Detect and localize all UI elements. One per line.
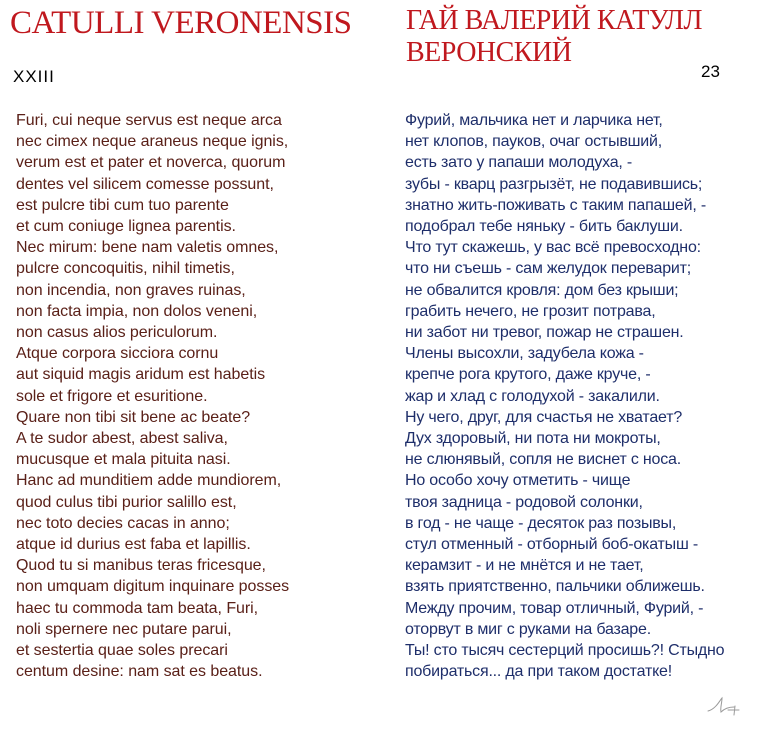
russian-poem-number: 23 [701, 62, 720, 81]
russian-poem-line: Ты! сто тысяч сестерций просишь?! Стыдно [405, 642, 725, 660]
latin-poem-line: non casus alios periculorum. [16, 324, 218, 342]
latin-poem-line: verum est et pater et noverca, quorum [16, 154, 286, 172]
russian-poem-line: крепче рога крутого, даже круче, - [405, 366, 651, 384]
russian-poem-line: зубы - кварц разгрызёт, не подавившись; [405, 175, 703, 193]
latin-poem-line: Hanc ad munditiem adde mundiorem, [16, 472, 282, 490]
latin-poem-line: pulcre concoquitis, nihil timetis, [16, 260, 235, 278]
russian-title-line-2: ВЕРОНСКИЙ [406, 37, 572, 68]
russian-poem-line: нет клопов, пауков, очаг остывший, [405, 133, 663, 151]
latin-poem-numeral: XXIII [13, 67, 55, 86]
signature-mark [704, 694, 750, 716]
russian-poem-line: Дух здоровый, ни пота ни мокроты, [405, 430, 661, 448]
latin-poem-line: noli spernere nec putare parui, [16, 620, 232, 638]
russian-poem-line: грабить нечего, не грозит потрава, [405, 302, 656, 320]
latin-poem-line: Nec mirum: bene nam valetis omnes, [16, 239, 279, 257]
russian-poem-line: керамзит - и не мнётся и не тает, [405, 557, 644, 575]
latin-poem-line: et sestertia quae soles precari [16, 642, 228, 660]
russian-poem-line: Что тут скажешь, у вас всё превосходно: [405, 239, 701, 257]
russian-poem-line: ни забот ни тревог, пожар не страшен. [405, 324, 684, 342]
russian-poem-line: взять приятственно, пальчики оближешь. [405, 578, 705, 596]
latin-poem-line: atque id durius est faba et lapillis. [16, 536, 251, 554]
latin-poem-line: A te sudor abest, abest saliva, [16, 430, 228, 448]
latin-poem-line: Atque corpora sicciora cornu [16, 345, 219, 363]
russian-poem-line: Между прочим, товар отличный, Фурий, - [405, 599, 704, 617]
latin-poem-line: dentes vel silicem comesse possunt, [16, 175, 274, 193]
latin-title: CATULLI VERONENSIS [10, 5, 352, 41]
russian-poem-line: знатно жить-поживать с таким папашей, - [405, 196, 706, 214]
latin-poem-line: non umquam digitum inquinare posses [16, 578, 290, 596]
latin-poem-line: Quare non tibi sit bene ac beate? [16, 408, 251, 426]
latin-poem-line: aut siquid magis aridum est habetis [16, 366, 266, 384]
russian-poem-line: оторвут в миг с руками на базаре. [405, 620, 651, 638]
latin-poem-line: nec toto decies cacas in anno; [16, 514, 230, 532]
latin-poem-line: Quod tu si manibus teras fricesque, [16, 557, 266, 575]
latin-poem-line: Furi, cui neque servus est neque arca [16, 112, 282, 129]
latin-poem-text [16, 110, 289, 682]
russian-poem-line: есть зато у папаши молодуха, - [405, 154, 633, 172]
russian-poem-line: твоя задница - родовой солонки, [405, 493, 643, 511]
latin-poem-line: nec cimex neque araneus neque ignis, [16, 133, 289, 151]
russian-poem-line: Фурий, мальчика нет и ларчика нет, [405, 112, 663, 129]
latin-poem-line: non incendia, non graves ruinas, [16, 281, 246, 299]
latin-poem-line: centum desine: nam sat es beatus. [16, 663, 263, 681]
russian-poem-line: Члены высохли, задубела кожа - [405, 345, 644, 363]
russian-poem-line: Ну чего, друг, для счастья не хватает? [405, 408, 683, 426]
russian-poem-text [405, 110, 724, 682]
russian-poem-line: жар и хлад с голодухой - закалили. [405, 387, 660, 405]
russian-poem-line: не слюнявый, сопля не виснет с носа. [405, 451, 681, 469]
latin-poem-line: et cum coniuge lignea parentis. [16, 218, 236, 236]
latin-poem-line: haec tu commoda tam beata, Furi, [16, 599, 259, 617]
russian-poem-line: стул отменный - отборный боб-окатыш - [405, 536, 698, 554]
latin-poem-line: est pulcre tibi cum tuo parente [16, 196, 229, 214]
russian-poem-line: что ни съешь - сам желудок переварит; [405, 260, 692, 278]
russian-poem-line: подобрал тебе няньку - бить баклуши. [405, 218, 683, 236]
russian-poem-line: побираться... да при таком достатке! [405, 663, 672, 681]
russian-title-line-1: ГАЙ ВАЛЕРИЙ КАТУЛЛ [406, 5, 703, 36]
russian-poem-line: в год - не чаще - десяток раз позывы, [405, 514, 677, 532]
latin-poem-line: sole et frigore et esuritione. [16, 387, 208, 405]
russian-poem-line: не обвалится кровля: дом без крыши; [405, 281, 679, 299]
latin-poem-line: quod culus tibi purior salillo est, [16, 493, 237, 511]
latin-poem-line: non facta impia, non dolos veneni, [16, 302, 258, 320]
russian-poem-line: Но особо хочу отметить - чище [405, 472, 631, 490]
latin-poem-line: mucusque et mala pituita nasi. [16, 451, 231, 469]
russian-title [406, 5, 702, 69]
